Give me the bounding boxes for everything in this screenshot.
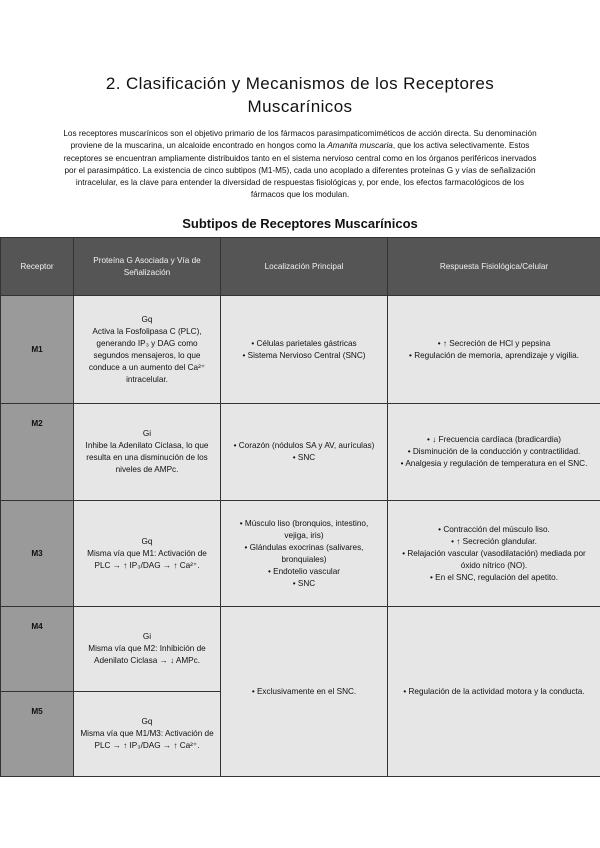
- protein-desc: Inhibe la Adenilato Ciclasa, lo que resulta en una disminución de los niveles de AMPc.: [85, 441, 209, 474]
- table-row-m1: [1, 296, 600, 404]
- response-cell-m4-m5: • Regulación de la actividad motora y la conducta.: [388, 607, 600, 777]
- response-item: • ↑ Secreción de HCl y pepsina: [437, 338, 551, 348]
- protein-title: Gi: [142, 632, 152, 641]
- protein-title: Gq: [141, 717, 153, 726]
- protein-desc: Activa la Fosfolipasa C (PLC), generando IP₃ y DAG como segundos mensajeros, lo que conduce a un aumento del Ca²⁺ intracelular.: [88, 326, 206, 384]
- protein-cell-m1: [74, 296, 221, 404]
- response-item: • Relajación vascular (vasodilatación) mediada por óxido nítrico (NO).: [402, 548, 586, 570]
- response-item: • Analgesia y regulación de temperatura en el SNC.: [400, 459, 588, 468]
- receptor-cell-m4: M4: [1, 607, 74, 692]
- response-item: • ↓ Frecuencia cardíaca (bradicardia): [427, 435, 561, 444]
- protein-cell-m5: [74, 692, 221, 777]
- receptor-cell-m1: M1: [1, 296, 74, 404]
- header-receptor: Receptor: [1, 238, 74, 296]
- protein-cell-m3: [74, 501, 221, 607]
- location-item: • SNC: [292, 453, 316, 462]
- title-line-2: Muscarínicos: [247, 97, 353, 116]
- response-item: • Contracción del músculo liso.: [438, 524, 550, 534]
- response-cell-m1: [388, 296, 600, 404]
- protein-title: Gi: [142, 429, 152, 438]
- location-item: • Endotelio vascular: [267, 566, 341, 576]
- protein-desc: Misma vía que M1: Activación de PLC → ↑ IP₃/DAG → ↑ Ca²⁺.: [87, 548, 207, 570]
- protein-desc: Misma vía que M1/M3: Activación de PLC → ↑ IP₃/DAG → ↑ Ca²⁺.: [80, 729, 214, 750]
- response-item: • En el SNC, regulación del apetito.: [429, 572, 559, 582]
- title-line-1: 2. Clasificación y Mecanismos de los Receptores: [105, 74, 495, 93]
- location-cell-m3: [221, 501, 388, 607]
- protein-title: Gq: [141, 536, 153, 546]
- protein-cell-m2: [74, 404, 221, 501]
- protein-title: Gq: [141, 314, 153, 324]
- table-subtitle: Subtipos de Receptores Muscarínicos: [182, 216, 418, 231]
- receptor-cell-m3: M3: [1, 501, 74, 607]
- receptor-table: [0, 237, 600, 777]
- location-cell-m2: [221, 404, 388, 501]
- header-location: Localización Principal: [221, 238, 388, 296]
- receptor-cell-m5: M5: [1, 692, 74, 777]
- protein-cell-m4: [74, 607, 221, 692]
- location-item: • Glándulas exocrinas (salivares, bronquiales): [244, 542, 364, 564]
- intro-paragraph: [62, 128, 538, 202]
- response-cell-m3: [388, 501, 600, 607]
- response-item: • Disminución de la conducción y contractilidad.: [407, 447, 581, 456]
- location-cell-m1: [221, 296, 388, 404]
- response-cell-m2: [388, 404, 600, 501]
- location-item: • Corazón (nódulos SA y AV, aurículas): [233, 441, 375, 450]
- table-row-m4: [1, 607, 600, 692]
- table-row-m2: [1, 404, 600, 501]
- response-item: • ↑ Secreción glandular.: [451, 536, 537, 546]
- intro-text-2: , que los activa selectivamente. Estos receptores se encuentran ampliamente distribuidos tanto en el sistema nervioso central como en los órganos periféricos inervados por el parasimpático. La existencia de cinco subtipos (M1-M5), cada uno acoplado a diferentes proteínas G y vías de señalización intracelular, es la clave para entender la diversidad de respuestas fisiológicas y, por ende, los efectos farmacológicos de los fármacos que los modulan.: [63, 141, 537, 200]
- table-row-m3: [1, 501, 600, 607]
- location-item: • SNC: [292, 578, 316, 588]
- intro-text-1: Los receptores muscarínicos son el objetivo primario de los fármacos parasimpaticomiméticos de acción directa. Su denominación proviene de la muscarina, un alcaloide encontrado en hongos como la: [63, 129, 537, 151]
- intro-italic-species: Amanita muscaria: [327, 141, 393, 151]
- location-item: • Sistema Nervioso Central (SNC): [242, 350, 366, 360]
- location-item: • Músculo liso (bronquios, intestino, vejiga, iris): [239, 518, 369, 540]
- header-response: Respuesta Fisiológica/Celular: [388, 238, 600, 296]
- location-item: • Células parietales gástricas: [251, 338, 357, 348]
- response-item: • Regulación de memoria, aprendizaje y vigilia.: [409, 350, 579, 360]
- receptor-cell-m2: M2: [1, 404, 74, 501]
- location-cell-m4-m5: • Exclusivamente en el SNC.: [221, 607, 388, 777]
- page-title: [40, 72, 560, 118]
- table-header-row: [1, 238, 600, 296]
- header-protein: Proteína G Asociada y Vía de Señalización: [74, 238, 221, 296]
- protein-desc: Misma vía que M2: Inhibición de Adenilato Ciclasa → ↓ AMPc.: [88, 644, 206, 665]
